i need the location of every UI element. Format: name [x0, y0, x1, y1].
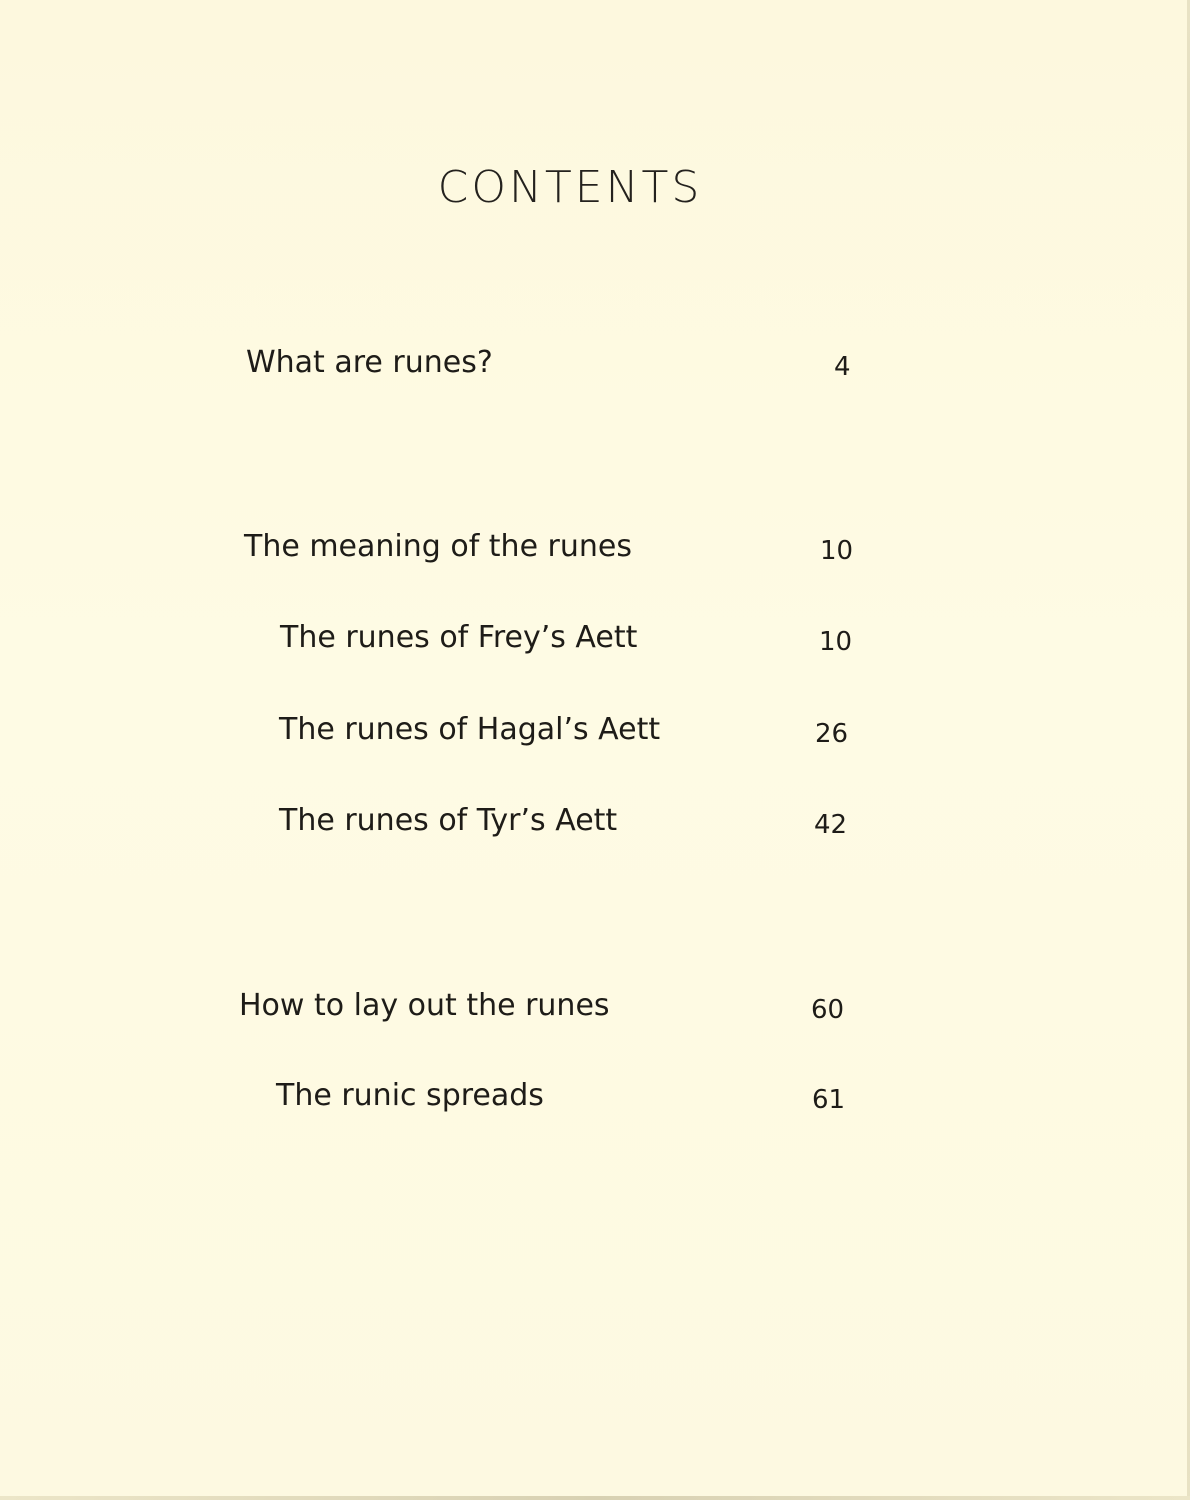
page-bottom-edge: [0, 1496, 1190, 1500]
toc-entry-label: The runes of Tyr’s Aett: [279, 803, 618, 838]
toc-subentry: [279, 708, 856, 752]
toc-entry-label: The runes of Hagal’s Aett: [279, 712, 661, 747]
toc-entry-label: The runes of Frey’s Aett: [280, 620, 638, 655]
toc-entry-page: 42: [814, 810, 848, 840]
toc-entry-page: 4: [834, 352, 851, 382]
toc-entry-label: What are runes?: [246, 345, 493, 380]
toc-entry-page: 61: [812, 1085, 846, 1115]
toc-entry-label: The runic spreads: [276, 1078, 544, 1113]
toc-entry: [239, 984, 856, 1028]
toc-entry-label: The meaning of the runes: [244, 529, 633, 564]
page-title: CONTENTS: [437, 162, 703, 213]
toc-entry-page: 60: [811, 995, 845, 1025]
toc-entry-label: How to lay out the runes: [239, 988, 610, 1023]
toc-entry: [246, 341, 856, 385]
toc-entry: [244, 525, 856, 569]
toc-subentry: [280, 616, 856, 660]
toc-entry-page: 26: [815, 719, 849, 749]
toc-subentry: [276, 1074, 856, 1118]
toc-entry-page: 10: [819, 627, 853, 657]
toc-subentry: [279, 799, 856, 843]
toc-entry-page: 10: [820, 536, 854, 566]
